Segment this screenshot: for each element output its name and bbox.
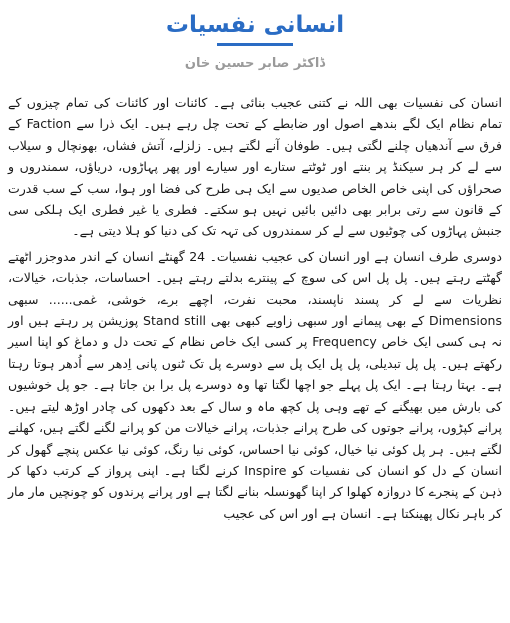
- title-underline: [217, 43, 293, 46]
- article-title: انسانی نفسیات: [165, 12, 345, 38]
- article-body: [8, 92, 502, 528]
- paragraph-2: دوسری طرف انسان ہے اور انسان کی عجیب نفسیات۔ 24 گھنٹے انسان کے اندر مدوجزر اٹھتے گھٹتے رہتے ہیں۔ پل پل اس کی سوچ کے پینترے بدلتے رہتے ہیں۔ احساسات، جذبات، خیالات، نظریات سے لے کر پسند ناپسند، محبت نفرت، اچھے برے، خوشی، غمی...... سبھی Dimensions کے بھی پیمانے اور سبھی زاویے کبھی بھی Stand still پوزیشن پر رہتے ہیں اور نہ ہی کسی ایک خاص Frequency پر کسی ایک خاص نظام کے تحت دل و دماغ کو اپنا اسیر رکھتے ہیں۔ پل پل تبدیلی، پل پل ایک پل سے دوسرے پل تک ٹنوں پانی اِدھر سے اُدھر ہوتا رہتا ہے۔ بہتا رہتا ہے۔ ایک پل پہلے جو اچھا لگتا تھا وہ دوسرے پل برا بن جاتا ہے۔ جو پل خوشیوں کی بارش میں بھیگنے کے تھے وہی پل کچھ ماہ و سال کے بعد دکھوں کی چادر اوڑھ لیتے ہیں۔ پرانے کپڑوں، پرانے جوتوں کی طرح پرانے جذبات، پرانے خیالات من کو پرانے لگنے لگتے ہیں، کھلنے لگتے ہیں۔ ہر پل کوئی نیا خیال، کوئی نیا احساس، کوئی نیا رنگ، کوئی نیا عکس پنچے گھول کر انسان کے دل کو انسان کی نفسیات کو Inspire کرنے لگتا ہے۔ اپنی پرواز کے کرتب دکھا کر ذہن کے پنجرے کا دروازہ کھلوا کر اپنا گھونسلہ بنانے لگتا ہے اور پرانے پرندوں کو چونچیں مار مار کر باہر نکال پھینکتا ہے۔ انسان ہے اور اس کی عجیب: [8, 248, 502, 521]
- article-header: [0, 10, 510, 73]
- paragraph-1: انسان کی نفسیات بھی اللہ نے کتنی عجیب بنائی ہے۔ کائنات اور کائنات کی تمام چیزوں کے تمام نظام ایک لگے بندھے اصول اور ضابطے کے تحت چل رہے ہیں۔ ایک ذرا سے Faction کے فرق سے آندھیاں چلنے لگتی ہیں۔ طوفان آنے لگتے ہیں۔ زلزلے، آتش فشاں، بھونچال و سیلاب سے لے کر ہر سیکنڈ پر بنتے اور ٹوٹتے ستارے اور سیارے اور پھر پہاڑوں، دریاؤں، سمندروں و صحراؤں کی اپنی خاص الخاص صدیوں سے ایک ہی طرح کی فضا اور ہوا، سب کے سب قدرت کے قانون سے رتی برابر بھی دائیں بائیں نہیں ہو سکتے۔ فطری یا غیر فطری ایک ہلکی سی جنبش پہاڑوں کی چوٹیوں سے لے کر سمندروں کی تہہ تک کی دنیا کو ہلا دیتی ہے۔: [8, 95, 503, 239]
- article-author: ڈاکٹر صابر حسین خان: [184, 56, 326, 71]
